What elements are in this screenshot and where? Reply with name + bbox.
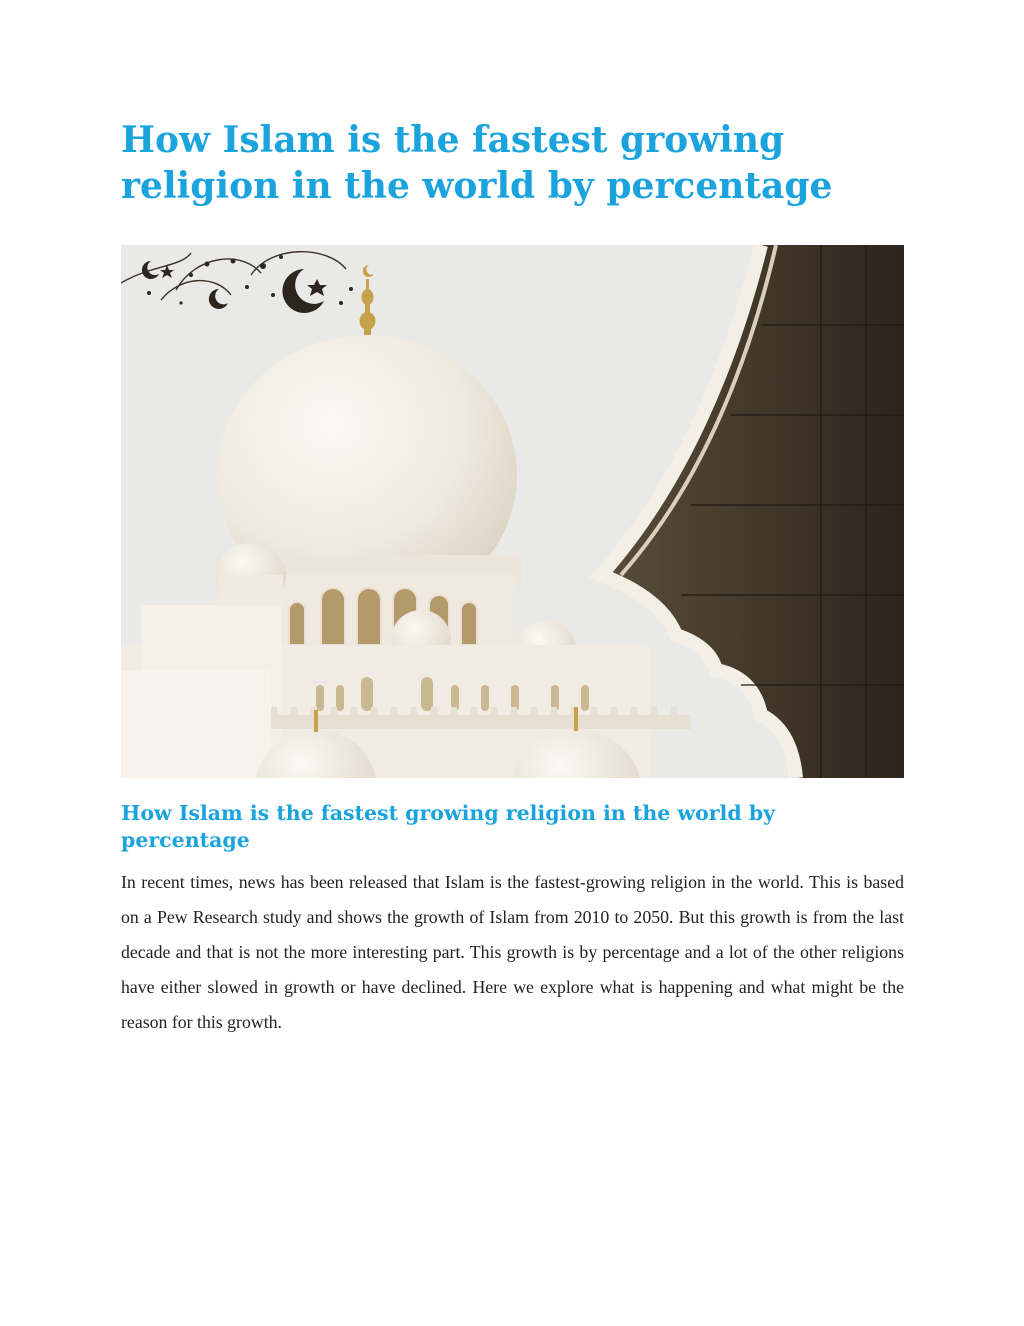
body-paragraph: In recent times, news has been released that Islam is the fastest-growing religion in the world. This is based on a Pew Research study and shows the growth of Islam from 2010 to 2050. But this growth is from the last decade and that is not the more interesting part. This growth is by percentage and a lot of the other religions have either slowed in growth or have declined. Here we explore what is happening and what might be the reason for this growth. [121, 872, 904, 1032]
page-title: How Islam is the fastest growing religion in the world by percentage [121, 119, 833, 207]
section-heading: How Islam is the fastest growing religion in the world by percentage [121, 801, 776, 852]
mosque-image [121, 245, 904, 778]
